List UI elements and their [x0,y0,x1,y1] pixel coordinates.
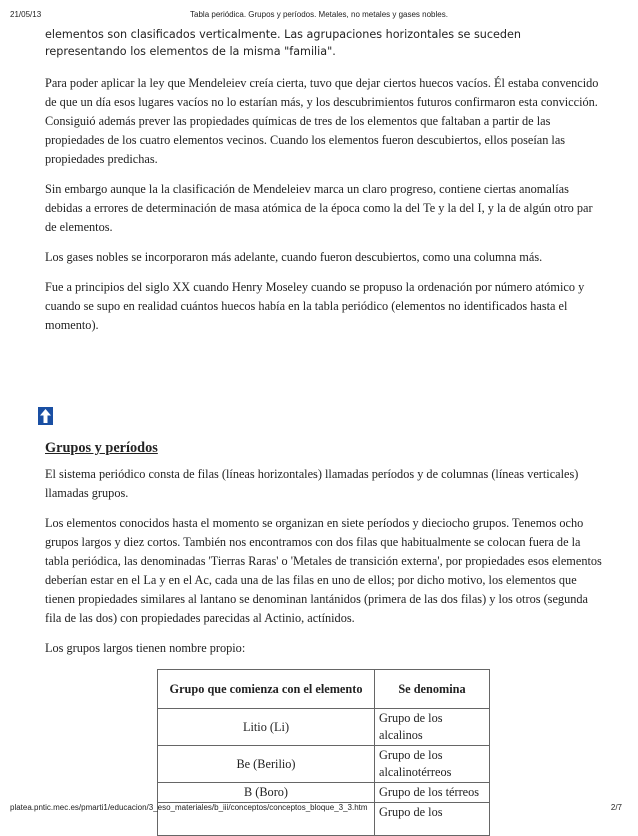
paragraph: El sistema periódico consta de filas (líneas horizontales) llamadas períodos y de columnas (líneas verticales) llamadas grupos. [45,467,579,500]
section-title: Grupos y períodos [45,440,158,456]
paragraph: Fue a principios del siglo XX cuando Henry Moseley cuando se propuso la ordenación por número atómico y cuando se supo en realidad cuántos huecos había en la tabla periódico (elementos no identificados hasta el momento). [45,280,585,332]
table-cell: Be (Berilio) [158,746,375,783]
paragraph: Para poder aplicar la ley que Mendeleiev creía cierta, tuvo que dejar ciertos huecos vacíos. Él estaba convencido de que un día esos lugares vacíos no lo estarían más, y los descubrimientos futuros confirmaron esta convicción. Consiguió además prever las propiedades químicas de tres de los elementos que faltaban a partir de las propiedades de los cuatro elementos vecinos. Cuando los elementos fueron descubiertos, ellos poseían las propiedades predichas. [45,76,599,166]
back-to-top-button[interactable] [38,407,53,425]
header-title: Tabla periódica. Grupos y períodos. Metales, no metales y gases nobles. [190,10,448,19]
spacer [45,346,605,407]
footer-url[interactable]: platea.pntic.mec.es/pmarti1/educacion/3_eso_materiales/b_iii/conceptos/conceptos_bloque_3_3.htm [10,803,368,812]
paragraph: Sin embargo aunque la la clasificación de Mendeleiev marca un claro progreso, contiene ciertas anomalías debidas a errores de determinación de masa atómica de la época como la del Te y la del I, y la de algún otro par de elementos. [45,182,593,234]
table-cell: Grupo de los [375,803,490,836]
column-header: Grupo que comienza con el elemento [158,670,375,709]
column-header: Se denomina [375,670,490,709]
document-body [45,26,605,836]
paragraph: Los gases nobles se incorporaron más adelante, cuando fueron descubiertos, como una columna más. [45,250,543,264]
table-cell: B (Boro) [158,783,375,803]
header-date: 21/05/13 [10,10,42,19]
paragraph: Los grupos largos tienen nombre propio: [45,641,246,655]
table-cell: Grupo de los térreos [375,783,490,803]
table-cell: Grupo de los alcalinos [375,709,490,746]
table-row [158,746,490,783]
page-header [10,10,628,22]
table-header-row [158,670,490,709]
table-cell: Litio (Li) [158,709,375,746]
table-row [158,709,490,746]
table-cell: Grupo de los alcalinotérreos [375,746,490,783]
table-row [158,783,490,803]
intro-paragraph: elementos son clasificados verticalmente. Las agrupaciones horizontales se suceden representando los elementos de la misma "familia". [45,28,521,58]
page-footer [10,803,628,815]
up-arrow-icon [38,407,53,425]
paragraph: Los elementos conocidos hasta el momento se organizan en siete períodos y dieciocho grupos. Tenemos ocho grupos largos y diez cortos. También nos encontramos con dos filas que habitualmente se colocan fuera de la tabla periódica, las denominadas 'Tierras Raras' o 'Metales de transición externa', por propiedades esos elementos deberían estar en el La y en el Ac, cada una de las filas en uno de ellos; por dicho motivo, los elementos que tienen propiedades similares al lantano se denominan lantánidos (primera de las dos filas) y los otros (segunda fila de las dos) con propiedades parecidas al Actinio, actínidos. [45,516,602,625]
page-number: 2/7 [610,803,622,812]
